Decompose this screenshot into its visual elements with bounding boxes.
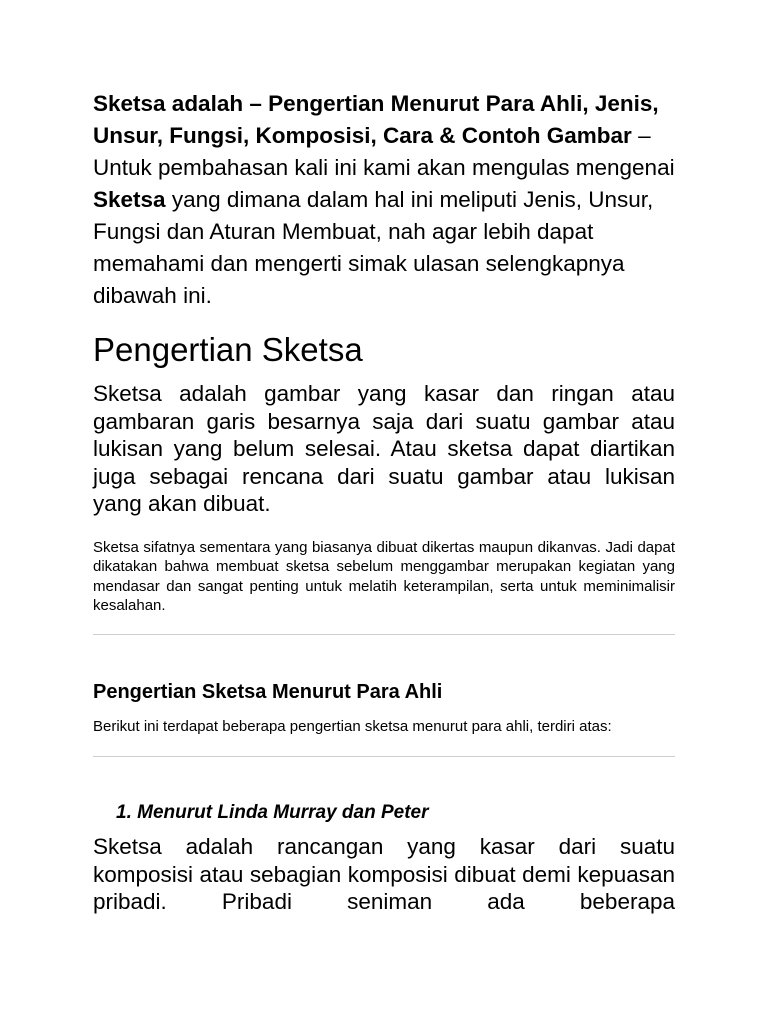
section1-paragraph-small: Sketsa sifatnya sementara yang biasanya dibuat dikertas maupun dikanvas. Jadi dapat dikatakan bahwa membuat sketsa sebelum menggambar merupakan kegiatan yang mendasar dan sangat penting untuk melatih keterampilan, serta untuk meminimalisir kesalahan.: [93, 538, 675, 614]
section-heading-pengertian-sketsa: Pengertian Sketsa: [93, 331, 363, 368]
intro-paragraph: [93, 88, 675, 312]
divider: [93, 756, 675, 757]
intro-text-part2: yang dimana dalam hal ini meliputi Jenis, Unsur, Fungsi dan Aturan Membuat, nah agar lebih dapat memahami dan mengerti simak ulasan selengkapnya dibawah ini.: [93, 187, 654, 308]
section2-paragraph: Berikut ini terdapat beberapa pengertian sketsa menurut para ahli, terdiri atas:: [93, 717, 612, 735]
list-item-title-linda-murray: 1. Menurut Linda Murray dan Peter: [116, 802, 429, 823]
item1-paragraph: Sketsa adalah rancangan yang kasar dari suatu komposisi atau sebagian komposisi dibuat demi kepuasan pribadi. Pribadi seniman ada beberapa: [93, 834, 675, 914]
divider: [93, 634, 675, 635]
section-heading-para-ahli: Pengertian Sketsa Menurut Para Ahli: [93, 680, 443, 703]
document-page: [93, 88, 675, 916]
intro-text-part1: – Untuk pembahasan kali ini kami akan mengulas mengenai: [93, 123, 675, 180]
intro-bold-title: Sketsa adalah – Pengertian Menurut Para Ahli, Jenis, Unsur, Fungsi, Komposisi, Cara & Contoh Gambar: [93, 91, 659, 148]
intro-bold-keyword: Sketsa: [93, 187, 166, 212]
section1-paragraph-large: Sketsa adalah gambar yang kasar dan ringan atau gambaran garis besarnya saja dari suatu gambar atau lukisan yang belum selesai. Atau sketsa dapat diartikan juga sebagai rencana dari suatu gambar atau lukisan yang akan dibuat.: [93, 381, 675, 516]
